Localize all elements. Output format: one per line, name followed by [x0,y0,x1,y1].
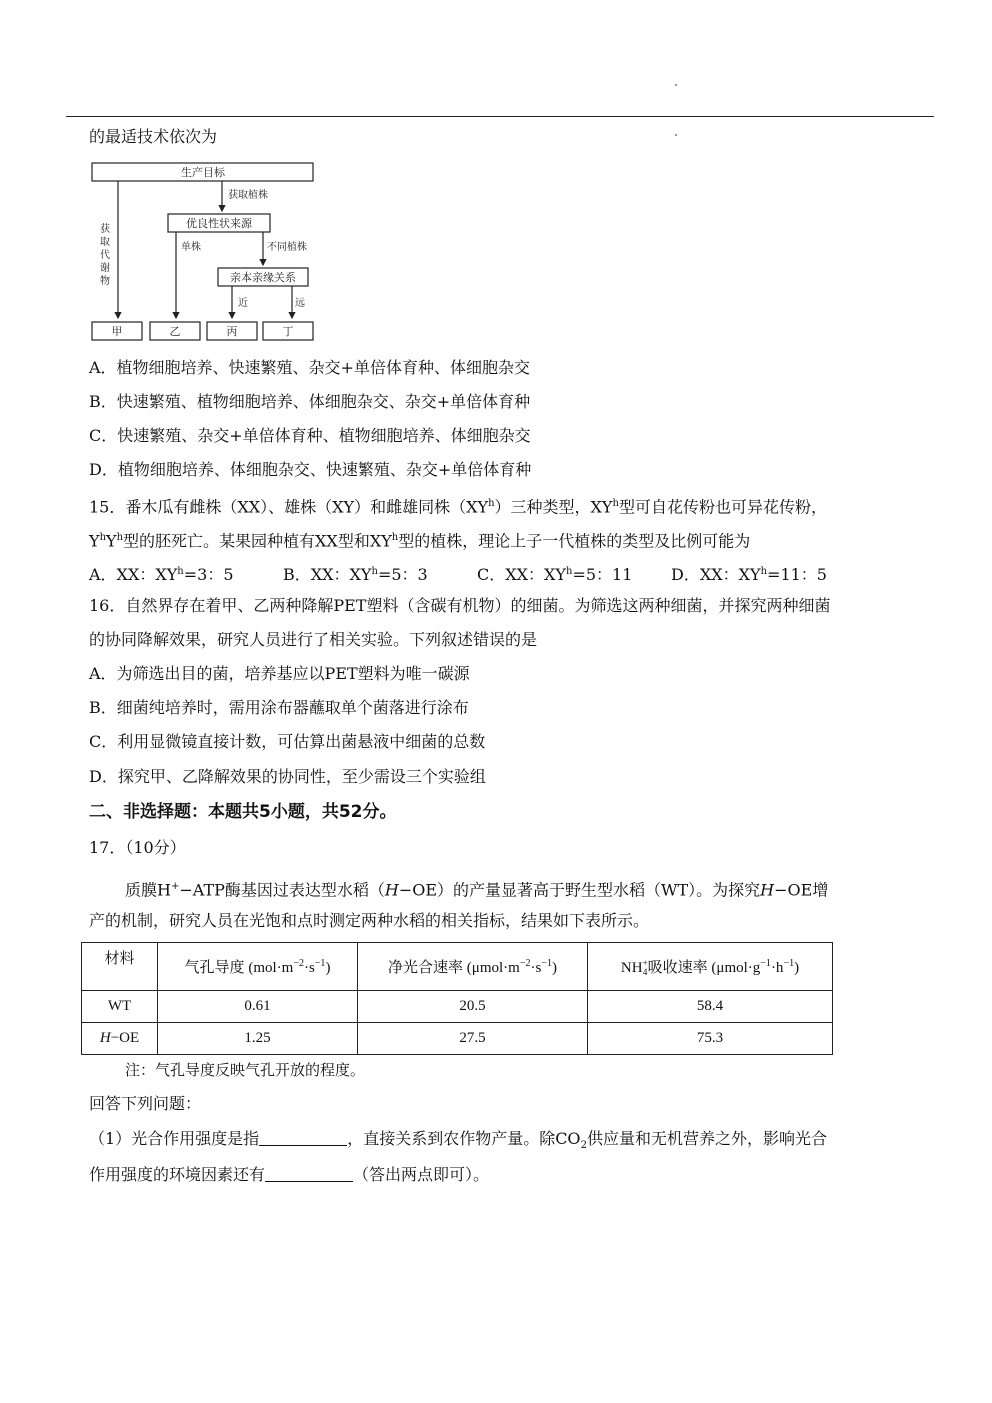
q17-sub1-line1 [89,1129,827,1156]
text-run: ·s [303,960,315,976]
text-run: =5：3 [377,565,428,585]
superscript: h [391,532,399,543]
breeding-technique-diagram [88,158,320,348]
superscript: −1 [314,958,326,969]
superscript: −1 [783,957,795,969]
italic-h: H [760,880,775,900]
side-label-char: 代 [100,250,110,261]
superscript: h [488,498,495,509]
italic-h: H [384,880,399,900]
row-label [82,1023,158,1055]
superscript: −1 [541,958,552,969]
text-run: （1）光合作用强度是指 [89,1129,260,1148]
text-run: −OE增 [774,880,829,900]
q15-option-b [283,562,477,585]
results-table [81,942,833,1055]
q17-paragraph-line1 [125,877,828,900]
text-run: 供应量和无机营养之外，影响光合 [586,1129,827,1148]
answer-blank[interactable] [265,1165,353,1182]
table-row [82,1023,833,1055]
cell-nh4-uptake: 58.4 [588,991,833,1023]
header-net-photosynthesis: 净光合速率 $(\mu mol\cdot m^{-2}\cdot s^{-1})$ [358,943,588,991]
table-note: 注：气孔导度反映气孔开放的程度。 [125,1061,366,1079]
text-run: ·s [530,960,542,976]
cell-net-photosynthesis: 20.5 [358,991,588,1023]
text-run: D．XX：XY [671,565,761,585]
row-label: WT [82,991,158,1023]
text-run: 型的胚死亡。某果园种植有XX型和XY [123,531,392,551]
far-label: 远 [295,298,305,309]
q14-option-b: B．快速繁殖、植物细胞培养、体细胞杂交、杂交+单倍体育种 [89,392,531,411]
q16-stem-line2: 的协同降解效果，研究人员进行了相关实验。下列叙述错误的是 [89,630,538,649]
get-plant-label: 获取植株 [228,190,268,201]
cell-net-photosynthesis: 27.5 [358,1023,588,1055]
text-run: Y [89,531,100,551]
italic-h: H [99,1030,111,1046]
q15-stem-line1 [89,494,827,517]
q16-option-d: D．探究甲、乙降解效果的协同性，至少需设三个实验组 [89,767,486,786]
text-run: mol·m [253,960,294,976]
q16-stem-line1: 16．自然界存在着甲、乙两种降解PET塑料（含碳有机物）的细菌。为筛选这两种细菌，并探究两种细菌 [89,596,831,615]
text-run: C．XX：XY [477,565,566,585]
trait-source-label: 优良性状来源 [186,217,252,230]
superscript: h [760,566,768,577]
text-run: ）三种类型，XY [494,497,613,517]
side-label-char: 取 [100,237,110,248]
superscript: −1 [760,957,771,969]
q16-option-a: A．为筛选出目的菌，培养基应以PET塑料为唯一碳源 [89,664,470,683]
superscript: h [565,566,573,577]
q16-option-c: C．利用显微镜直接计数，可估算出菌悬液中细菌的总数 [89,732,486,751]
text-run: ，直接关系到农作物产量。除CO [347,1129,581,1148]
outcome-label: 甲 [111,325,123,338]
text-run: Y [106,531,117,551]
header-nh4-uptake: NH + 4 吸收速率 $(\mu mol\cdot g^{-1}\cdot h^{-1})$ [588,943,833,991]
intro-line: 的最适技术依次为 [89,127,218,146]
text-run: 15．番木瓜有雌株（XX）、雄株（XY）和雌雄同株（XY [89,497,489,517]
text-run: 吸收速率 [647,959,708,976]
superscript: −2 [293,958,304,969]
superscript: + [170,881,180,892]
text-run: =3：5 [183,565,234,585]
single-plant-label: 单株 [181,242,201,253]
answer-blank[interactable] [259,1129,347,1146]
side-label-char: 谢 [100,263,110,274]
superscript: −2 [519,958,531,969]
cell-stomatal-conductance: 0.61 [158,991,358,1023]
subscript: 2 [580,1140,587,1152]
superscript: h [177,566,184,577]
superscript: h [612,498,619,509]
header-stomatal-conductance: 气孔导度 $(mol\cdot m^{-2}\cdot s^{-1})$ [158,943,358,991]
text-run: 质膜H [125,880,171,900]
subscript: 4 [642,967,648,978]
side-label-char: 物 [100,276,110,287]
superscript: h [116,532,124,543]
text-run: 净光合速率 [388,960,464,976]
header-rule [66,116,934,117]
text-run: B．XX：XY [283,565,372,585]
near-label: 近 [238,298,248,309]
outcome-label: 丁 [282,325,294,338]
table-header-row [82,943,833,991]
outcome-label: 丙 [226,325,238,338]
superscript: + [642,958,648,969]
table-row [82,991,833,1023]
text-run: 型的植株，理论上子一代植株的类型及比例可能为 [398,531,751,551]
kinship-label: 亲本亲缘关系 [230,271,296,284]
q15-option-a [89,562,283,585]
superscript: h [99,532,107,543]
cell-stomatal-conductance: 1.25 [158,1023,358,1055]
text-run: ·h [770,959,784,976]
q17-paragraph-line2: 产的机制，研究人员在光饱和点时测定两种水稻的相关指标，结果如下表所示。 [89,911,650,930]
q14-option-d: D．植物细胞培养、体细胞杂交、快速繁殖、杂交+单倍体育种 [89,460,532,479]
text-run: NH [620,959,643,976]
text-run: （答出两点即可）。 [353,1165,490,1184]
scan-dot [675,84,677,86]
header-material: 材料 [82,943,158,991]
q17-header: 17．（10分） [89,838,186,857]
goal-label: 生产目标 [181,166,225,179]
scan-dot [675,134,677,136]
q15-option-c [477,562,671,585]
text-run: −OE）的产量显著高于野生型水稻（WT）。为探究 [398,880,761,900]
text-run: A．XX：XY [89,565,178,585]
text-run: 型可自花传粉也可异花传粉， [618,497,827,517]
text-run: 气孔导度 [184,960,245,976]
text-run: =11：5 [767,565,827,585]
text-run: −ATP酶基因过表达型水稻（ [179,880,385,900]
q17-sub1-line2 [89,1165,489,1185]
side-label-char: 获 [100,224,110,235]
different-plants-label: 不同植株 [267,242,307,253]
text-run: μmol·m [471,960,520,976]
section-heading: 二、非选择题：本题共5小题，共52分。 [89,802,397,822]
text-run: −OE [110,1030,140,1046]
q15-option-d [671,562,827,585]
cell-nh4-uptake: 75.3 [588,1023,833,1055]
text-run: =5：11 [572,565,633,585]
text-run: μmol·g [716,959,761,976]
outcome-label: 乙 [169,325,181,338]
superscript: h [371,566,378,577]
text-run: 作用强度的环境因素还有 [89,1165,266,1184]
q15-stem-line2 [89,528,750,551]
answer-prompt: 回答下列问题： [89,1094,202,1113]
q14-option-a: A．植物细胞培养、快速繁殖、杂交+单倍体育种、体细胞杂交 [89,358,530,377]
q16-option-b: B．细菌纯培养时，需用涂布器蘸取单个菌落进行涂布 [89,698,469,717]
q15-options [89,562,827,585]
q14-option-c: C．快速繁殖、杂交+单倍体育种、植物细胞培养、体细胞杂交 [89,426,531,445]
